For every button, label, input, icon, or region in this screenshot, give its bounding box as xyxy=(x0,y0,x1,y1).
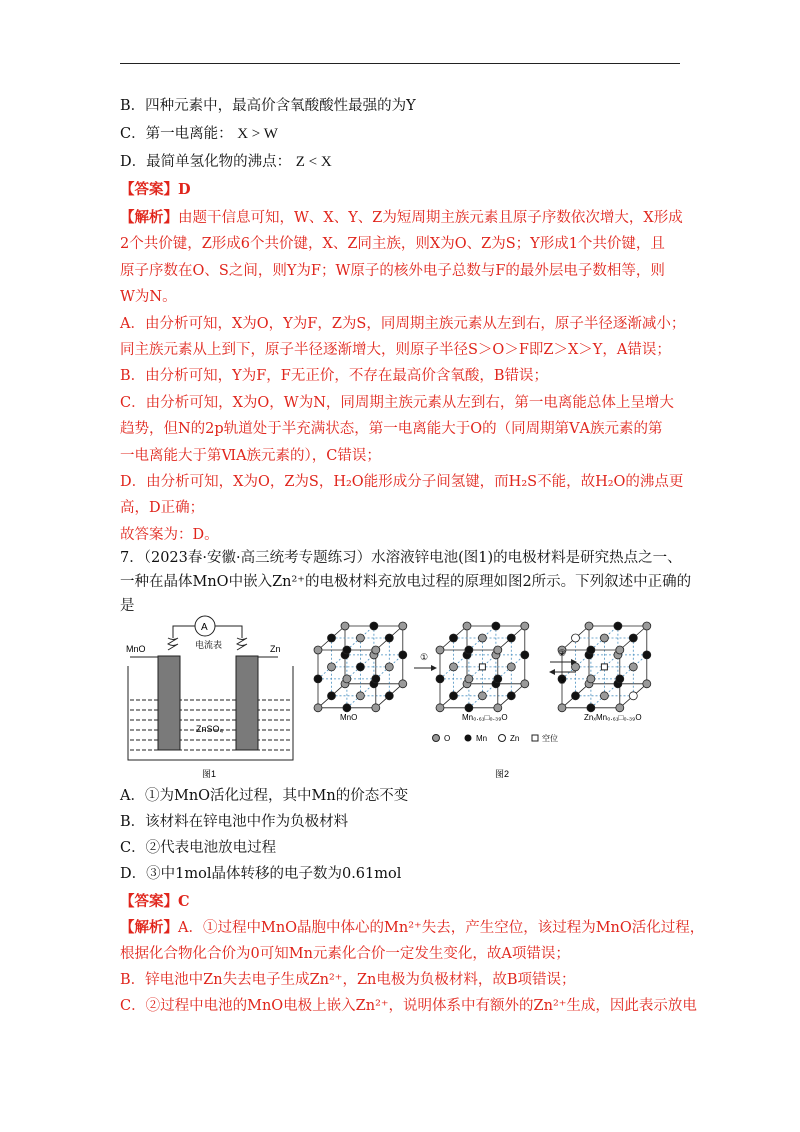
manganese-atom xyxy=(370,622,378,630)
option-q7-d: D．③中1mol晶体转移的电子数为0.61mol xyxy=(120,866,402,882)
analysis-1-line: B．由分析可知，Y为F，F无正价，不存在最高价含氧酸，B错误； xyxy=(120,368,549,385)
manganese-atom xyxy=(465,646,473,654)
oxygen-atom xyxy=(494,646,502,654)
oxygen-atom xyxy=(643,622,651,630)
svg-text:MnO: MnO xyxy=(126,644,146,654)
manganese-atom xyxy=(507,692,515,700)
manganese-atom xyxy=(521,651,529,659)
oxygen-atom xyxy=(463,622,471,630)
manganese-atom xyxy=(465,704,473,712)
manganese-atom xyxy=(572,692,580,700)
header-rule xyxy=(120,63,680,64)
oxygen-atom xyxy=(587,675,595,683)
oxygen-atom xyxy=(616,646,624,654)
svg-text:A: A xyxy=(201,622,208,633)
answer-label-2: 【答案】C xyxy=(120,893,190,910)
option-c: C．第一电离能： X > W xyxy=(120,126,278,142)
oxygen-atom xyxy=(521,622,529,630)
manganese-atom xyxy=(372,675,380,683)
manganese-atom xyxy=(450,634,458,642)
question-7-line-3: 是 xyxy=(120,598,135,614)
oxygen-atom xyxy=(494,704,502,712)
cube-label-3: ZnₓMn₀.₆₁□₀.₃₉O xyxy=(584,713,642,722)
manganese-atom xyxy=(629,634,637,642)
analysis-1-line: 一电离能大于第ⅥA族元素的），C错误； xyxy=(120,447,381,464)
oxygen-atom xyxy=(558,704,566,712)
oxygen-atom xyxy=(343,675,351,683)
manganese-atom xyxy=(572,634,580,642)
oxygen-atom xyxy=(507,663,515,671)
oxygen-atom xyxy=(436,646,444,654)
manganese-atom xyxy=(587,704,595,712)
manganese-atom xyxy=(587,646,595,654)
manganese-atom xyxy=(314,675,322,683)
vacancy-icon xyxy=(479,664,485,670)
analysis-1-line: C．由分析可知，X为O，W为N，同周期主族元素从左到右，第一电离能总体上呈增大 xyxy=(120,394,674,411)
svg-text:空位: 空位 xyxy=(542,734,558,743)
manganese-atom xyxy=(343,646,351,654)
oxygen-atom xyxy=(478,692,486,700)
analysis-1-line: A．由分析可知，X为O，Y为F，Z为S，同周期主族元素从左到右，原子半径逐渐减小； xyxy=(120,315,686,332)
oxygen-atom xyxy=(328,663,336,671)
crystal-cube xyxy=(558,622,651,712)
analysis-2-line: 根据化合物化合价为0可知Mn元素化合价一定发生变化，故A项错误； xyxy=(120,946,570,962)
crystal-cube xyxy=(436,622,529,712)
manganese-atom xyxy=(328,634,336,642)
manganese-atom xyxy=(399,651,407,659)
option-q7-c: C．②代表电池放电过程 xyxy=(120,840,277,856)
analysis-1-line: D．由分析可知，X为O，Z为S，H₂O能形成分子间氢键，而H₂S不能，故H₂O的沸点更 xyxy=(120,474,684,490)
oxygen-atom xyxy=(385,663,393,671)
manganese-atom xyxy=(492,622,500,630)
manganese-atom xyxy=(507,634,515,642)
option-d: D．最简单氢化物的沸点： Z < X xyxy=(120,154,332,170)
oxygen-atom xyxy=(521,680,529,688)
analysis-1-line: 同主族元素从上到下，原子半径逐渐增大，则原子半径S＞O＞F即Z＞X＞Y，A错误； xyxy=(120,342,671,358)
oxygen-atom xyxy=(600,634,608,642)
oxygen-atom xyxy=(356,634,364,642)
oxygen-atom xyxy=(372,704,380,712)
analysis-1-line: 2个共价键，Z形成6个共价键，X、Z同主族，则X为O、Z为S；Y形成1个共价键，且 xyxy=(120,236,665,253)
legend xyxy=(433,733,559,743)
svg-text:ZnSO₄: ZnSO₄ xyxy=(196,724,224,734)
question-7-line-2: 一种在晶体MnO中嵌入Zn²⁺的电极材料充放电过程的原理如图2所示。下列叙述中正确的 xyxy=(120,574,692,590)
option-q7-a: A．①为MnO活化过程，其中Mn的价态不变 xyxy=(120,788,409,804)
analysis-1-tag: 【解析】 xyxy=(120,209,178,226)
manganese-atom xyxy=(436,675,444,683)
oxygen-atom xyxy=(436,704,444,712)
svg-text:Zn: Zn xyxy=(510,734,520,743)
figure-2-crystal xyxy=(314,622,651,712)
svg-text:②: ② xyxy=(558,648,567,658)
manganese-atom xyxy=(494,675,502,683)
question-7-line-1: 7．（2023春·安徽·高三统考专题练习）水溶液锌电池(图1)的电极材料是研究热点之一、 xyxy=(120,550,682,566)
analysis-2-line: C．②过程中电池的MnO电极上嵌入Zn²⁺，说明体系中有额外的Zn²⁺生成，因此表示放电 xyxy=(120,998,697,1014)
oxygen-atom xyxy=(341,622,349,630)
oxygen-atom xyxy=(572,663,580,671)
manganese-atom xyxy=(385,692,393,700)
oxygen-atom xyxy=(399,680,407,688)
oxygen-atom xyxy=(478,634,486,642)
oxygen-atom xyxy=(585,622,593,630)
oxygen-atom xyxy=(629,663,637,671)
manganese-atom xyxy=(356,663,364,671)
oxygen-atom xyxy=(465,675,473,683)
figure-1-battery xyxy=(126,616,293,779)
oxygen-atom xyxy=(399,622,407,630)
mno-electrode xyxy=(158,656,180,750)
manganese-atom xyxy=(343,704,351,712)
analysis-1-line: 原子序数在O、S之间，则Y为F；W原子的核外电子总数与F的最外层电子数相等，则 xyxy=(120,262,665,279)
option-q7-b: B．该材料在锌电池中作为负极材料 xyxy=(120,814,349,830)
analysis-2-tag: 【解析】 xyxy=(120,919,178,936)
manganese-atom xyxy=(616,675,624,683)
zn-electrode xyxy=(236,656,258,750)
analysis-1-line: 故答案为：D。 xyxy=(120,526,219,543)
manganese-atom xyxy=(614,622,622,630)
answer-label: 【答案】D xyxy=(120,181,191,198)
oxygen-atom xyxy=(372,646,380,654)
cube-label-2: Mn₀.₆₁□₀.₃₉O xyxy=(462,713,508,722)
oxygen-atom xyxy=(600,692,608,700)
beaker xyxy=(128,666,293,760)
manganese-atom xyxy=(643,651,651,659)
manganese-atom xyxy=(629,692,637,700)
analysis-1-line: 高，D正确； xyxy=(120,500,205,517)
analysis-2-line: B．锌电池中Zn失去电子生成Zn²⁺，Zn电极为负极材料，故B项错误； xyxy=(120,972,576,988)
oxygen-atom xyxy=(643,680,651,688)
svg-text:①: ① xyxy=(420,652,429,662)
svg-text:O: O xyxy=(444,734,451,743)
manganese-atom xyxy=(385,634,393,642)
svg-text:电流表: 电流表 xyxy=(195,640,223,650)
cube-label-1: MnO xyxy=(340,713,358,722)
analysis-1-line: 【解析】由题干信息可知，W、X、Y、Z为短周期主族元素且原子序数依次增大，X形成 xyxy=(120,209,683,226)
svg-text:Mn: Mn xyxy=(476,734,488,743)
oxygen-atom xyxy=(314,646,322,654)
oxygen-atom xyxy=(356,692,364,700)
spring-right-icon xyxy=(237,638,247,650)
manganese-atom xyxy=(328,692,336,700)
analysis-2-line: 【解析】A．①过程中MnO晶胞中体心的Mn²⁺失去，产生空位，该过程为MnO活化过程， xyxy=(120,919,705,936)
vacancy-icon xyxy=(601,664,607,670)
manganese-atom xyxy=(450,692,458,700)
oxygen-atom xyxy=(314,704,322,712)
spring-left-icon xyxy=(168,638,178,650)
svg-text:Zn: Zn xyxy=(270,644,281,654)
oxygen-atom xyxy=(616,704,624,712)
analysis-1-line: 趋势，但N的2p轨道处于半充满状态，第一电离能大于O的（同周期第ⅤA族元素的第 xyxy=(120,421,663,438)
svg-text:图1: 图1 xyxy=(202,769,217,779)
svg-text:③: ③ xyxy=(558,676,567,686)
figure-battery-and-crystal xyxy=(118,612,683,782)
figure-2-caption: 图2 xyxy=(495,769,510,779)
option-b: B．四种元素中，最高价含氧酸酸性最强的为Y xyxy=(120,98,416,114)
oxygen-atom xyxy=(450,663,458,671)
analysis-1-line: W为N。 xyxy=(120,289,177,306)
crystal-cube xyxy=(314,622,407,712)
